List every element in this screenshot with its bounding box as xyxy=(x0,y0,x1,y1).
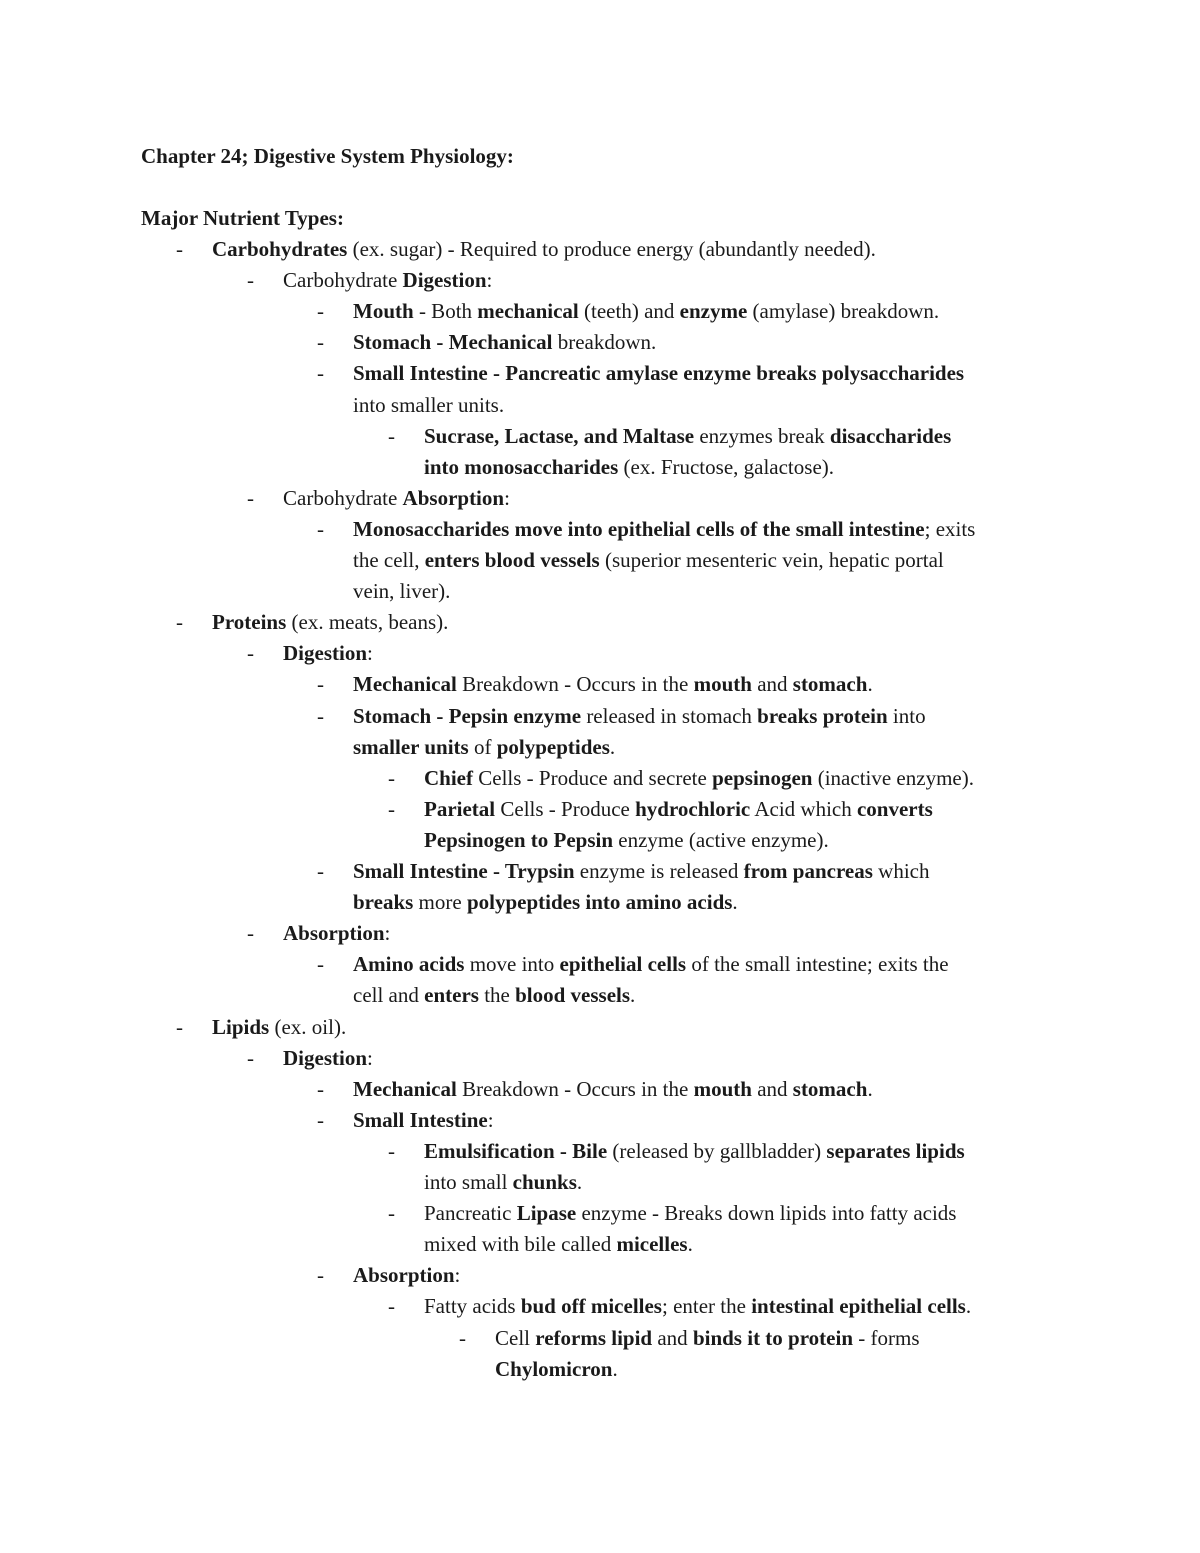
bullet-dash: - xyxy=(317,1263,324,1287)
outline-line xyxy=(353,887,738,918)
outline-line xyxy=(424,1167,582,1198)
text-segment: enzyme is released xyxy=(574,859,744,883)
bold-text: Lipase xyxy=(516,1201,577,1225)
text-segment: : xyxy=(367,641,373,665)
bold-text: smaller units xyxy=(353,735,469,759)
bold-text: hydrochloric xyxy=(635,797,751,821)
text-segment: cell and xyxy=(353,983,425,1007)
bold-text: mechanical xyxy=(477,299,579,323)
text-segment: breakdown. xyxy=(552,330,657,354)
outline-line xyxy=(353,732,615,763)
text-segment: Cells - Produce xyxy=(495,797,636,821)
text-segment: . xyxy=(687,1232,693,1256)
text-segment: . xyxy=(630,983,636,1007)
text-segment: : xyxy=(504,486,510,510)
text-segment: mixed with bile called xyxy=(424,1232,617,1256)
bold-text: reforms lipid xyxy=(535,1326,653,1350)
text-segment: . xyxy=(576,1170,583,1194)
outline-line xyxy=(212,1012,346,1043)
bullet-dash: - xyxy=(247,1046,254,1070)
bold-text: Sucrase, Lactase, and Maltase xyxy=(424,424,695,448)
text-segment: (amylase) breakdown. xyxy=(747,299,940,323)
outline-line xyxy=(353,1105,494,1136)
bullet-dash: - xyxy=(317,361,324,385)
bullet-dash: - xyxy=(317,1108,324,1132)
bold-text: Pepsinogen to Pepsin xyxy=(424,828,614,852)
bullet-dash: - xyxy=(317,299,324,323)
text-segment: enzyme - Breaks down lipids into fatty acids xyxy=(576,1201,957,1225)
outline-line xyxy=(353,514,975,545)
outline-line xyxy=(353,327,656,358)
text-segment: Acid which xyxy=(750,797,857,821)
outline-line xyxy=(353,949,949,980)
bullet-dash: - xyxy=(459,1326,466,1350)
outline-line xyxy=(212,607,448,638)
outline-line xyxy=(495,1323,920,1354)
text-segment: . xyxy=(867,1077,873,1101)
outline-line xyxy=(353,390,504,421)
bold-text: Digestion xyxy=(283,641,367,665)
bullet-dash: - xyxy=(388,766,395,790)
text-segment: Fatty acids xyxy=(424,1294,521,1318)
text-segment: : xyxy=(486,268,493,292)
bullet-dash: - xyxy=(176,237,183,261)
bold-text: disaccharides xyxy=(829,424,952,448)
bold-text: Chief xyxy=(424,766,473,790)
bold-text: from pancreas xyxy=(743,859,873,883)
text-segment: (teeth) and xyxy=(578,299,680,323)
outline-line xyxy=(353,545,944,576)
text-segment: into smaller units. xyxy=(353,393,505,417)
bold-text: blood vessels xyxy=(515,983,631,1007)
text-segment: more xyxy=(413,890,467,914)
bold-text: Amino acids xyxy=(353,952,465,976)
text-segment: . xyxy=(965,1294,972,1318)
bold-text: Mechanical xyxy=(353,1077,457,1101)
outline-line xyxy=(424,421,951,452)
document-title: Chapter 24; Digestive System Physiology: xyxy=(141,144,514,168)
outline-line xyxy=(424,1136,965,1167)
bold-text: binds it to protein xyxy=(692,1326,854,1350)
text-segment: : xyxy=(454,1263,461,1287)
bullet-dash: - xyxy=(317,859,324,883)
text-segment: (superior mesenteric vein, hepatic portal xyxy=(599,548,944,572)
bold-text: Chylomicron xyxy=(495,1357,613,1381)
outline-line xyxy=(283,1043,373,1074)
bold-text: Small Intestine - Trypsin xyxy=(353,859,575,883)
text-segment: into xyxy=(887,704,926,728)
bullet-dash: - xyxy=(317,330,324,354)
bold-text: Digestion xyxy=(283,1046,367,1070)
text-segment: (inactive enzyme). xyxy=(812,766,974,790)
outline-line xyxy=(424,1291,971,1322)
text-segment: Carbohydrate xyxy=(283,268,403,292)
text-segment: of the small intestine; exits the xyxy=(686,952,949,976)
outline-line xyxy=(424,794,933,825)
section-heading: Major Nutrient Types: xyxy=(141,206,344,230)
bullet-dash: - xyxy=(247,486,254,510)
outline-line xyxy=(283,638,373,669)
text-segment: : xyxy=(367,1046,373,1070)
bold-text: micelles xyxy=(616,1232,688,1256)
text-segment: ; enter the xyxy=(661,1294,752,1318)
text-segment: into small xyxy=(424,1170,513,1194)
text-segment: enzyme (active enzyme). xyxy=(613,828,829,852)
text-segment: . xyxy=(612,1357,618,1381)
bullet-dash: - xyxy=(247,268,254,292)
bold-text: separates lipids xyxy=(826,1139,965,1163)
bold-text: enters blood vessels xyxy=(424,548,600,572)
bullet-dash: - xyxy=(388,1294,395,1318)
bold-text: into monosaccharides xyxy=(424,455,619,479)
bold-text: chunks xyxy=(512,1170,577,1194)
outline-line xyxy=(353,669,873,700)
text-segment: and xyxy=(751,672,793,696)
outline-line xyxy=(424,452,834,483)
outline-line xyxy=(353,980,635,1011)
text-segment: (ex. Fructose, galactose). xyxy=(618,455,835,479)
text-segment: Cells - Produce and secrete xyxy=(473,766,713,790)
text-segment: enzymes break xyxy=(694,424,830,448)
outline-line xyxy=(495,1354,618,1385)
text-segment: ; exits xyxy=(924,517,976,541)
text-segment: and xyxy=(751,1077,793,1101)
bold-text: enzyme xyxy=(679,299,748,323)
bold-text: Stomach - Pepsin enzyme xyxy=(353,704,582,728)
bullet-dash: - xyxy=(317,952,324,976)
bullet-dash: - xyxy=(176,610,183,634)
text-segment: Pancreatic xyxy=(424,1201,517,1225)
text-segment: released in stomach xyxy=(581,704,758,728)
text-segment: Breakdown - Occurs in the xyxy=(456,1077,694,1101)
outline-line xyxy=(424,763,974,794)
bold-text: Small Intestine xyxy=(353,1108,488,1132)
bold-text: Small Intestine - Pancreatic amylase enzyme breaks polysaccharides xyxy=(353,361,965,385)
bold-text: polypeptides xyxy=(496,735,610,759)
bold-text: converts xyxy=(856,797,933,821)
bold-text: Lipids xyxy=(212,1015,270,1039)
text-segment: Breakdown - Occurs in the xyxy=(456,672,694,696)
text-segment: and xyxy=(652,1326,693,1350)
outline-line xyxy=(424,1198,956,1229)
bullet-dash: - xyxy=(388,424,395,448)
outline-line xyxy=(424,1229,693,1260)
bold-text: breaks xyxy=(353,890,414,914)
text-segment: Carbohydrate xyxy=(283,486,403,510)
bold-text: Stomach - Mechanical xyxy=(353,330,553,354)
bullet-dash: - xyxy=(247,921,254,945)
text-segment: . xyxy=(867,672,873,696)
outline-line xyxy=(353,296,939,327)
text-segment: which xyxy=(872,859,930,883)
bold-text: polypeptides into amino acids xyxy=(466,890,733,914)
bullet-dash: - xyxy=(247,641,254,665)
bold-text: Digestion xyxy=(402,268,487,292)
outline-line xyxy=(424,825,829,856)
text-segment: . xyxy=(609,735,616,759)
bold-text: enters xyxy=(424,983,479,1007)
text-segment: (ex. meats, beans). xyxy=(286,610,449,634)
text-segment: Cell xyxy=(495,1326,536,1350)
bold-text: Absorption xyxy=(402,486,505,510)
text-segment: (released by gallbladder) xyxy=(607,1139,827,1163)
bullet-dash: - xyxy=(317,672,324,696)
bold-text: Mechanical xyxy=(353,672,457,696)
bold-text: Emulsification - Bile xyxy=(424,1139,608,1163)
bold-text: Proteins xyxy=(212,610,287,634)
bullet-dash: - xyxy=(317,517,324,541)
text-segment: - forms xyxy=(853,1326,920,1350)
outline-line xyxy=(353,358,964,389)
bold-text: mouth xyxy=(693,1077,752,1101)
outline-line xyxy=(353,1260,460,1291)
text-segment: - Both xyxy=(413,299,478,323)
text-segment: vein, liver). xyxy=(353,579,451,603)
bullet-dash: - xyxy=(388,1201,395,1225)
text-segment: (ex. sugar) - Required to produce energy (abundantly needed). xyxy=(347,237,876,261)
bullet-dash: - xyxy=(317,704,324,728)
bullet-dash: - xyxy=(176,1015,183,1039)
bold-text: stomach xyxy=(792,1077,868,1101)
bold-text: breaks protein xyxy=(757,704,888,728)
bold-text: pepsinogen xyxy=(712,766,813,790)
bold-text: intestinal epithelial cells xyxy=(751,1294,966,1318)
bold-text: Absorption xyxy=(353,1263,455,1287)
bold-text: Monosaccharides move into epithelial cells of the small intestine xyxy=(353,517,925,541)
text-segment: the xyxy=(478,983,516,1007)
bullet-dash: - xyxy=(388,1139,395,1163)
outline-line xyxy=(353,856,929,887)
text-segment: of xyxy=(468,735,497,759)
bold-text: Absorption xyxy=(283,921,385,945)
bold-text: Carbohydrates xyxy=(212,237,348,261)
text-segment: the cell, xyxy=(353,548,425,572)
outline-line xyxy=(283,918,390,949)
bold-text: bud off micelles xyxy=(520,1294,662,1318)
bold-text: Mouth xyxy=(353,299,414,323)
outline-line xyxy=(283,265,492,296)
outline-line xyxy=(212,234,876,265)
text-segment: . xyxy=(732,890,738,914)
bold-text: epithelial cells xyxy=(559,952,687,976)
text-segment: move into xyxy=(464,952,560,976)
bold-text: stomach xyxy=(792,672,868,696)
outline-line xyxy=(353,1074,873,1105)
outline-line xyxy=(283,483,510,514)
outline-line xyxy=(353,576,450,607)
text-segment: : xyxy=(384,921,391,945)
text-segment: (ex. oil). xyxy=(269,1015,347,1039)
bullet-dash: - xyxy=(317,1077,324,1101)
bold-text: Parietal xyxy=(424,797,496,821)
bullet-dash: - xyxy=(388,797,395,821)
bold-text: mouth xyxy=(693,672,752,696)
text-segment: : xyxy=(487,1108,494,1132)
outline-line xyxy=(353,701,926,732)
